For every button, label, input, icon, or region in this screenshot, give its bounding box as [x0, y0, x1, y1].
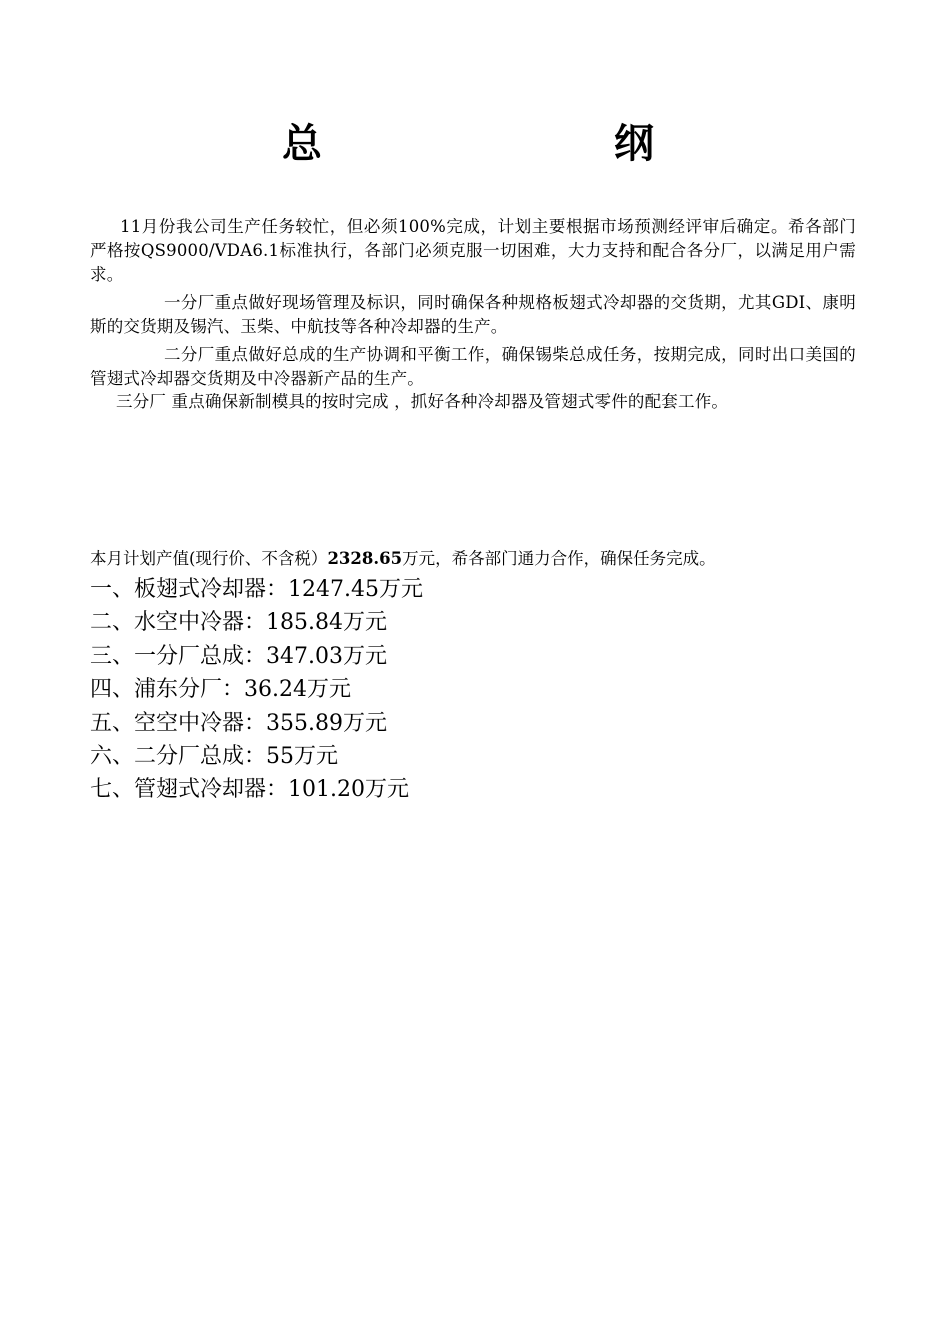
list-item: 三、一分厂总成：347.03万元 [90, 643, 387, 669]
monthly-plan-summary [90, 547, 890, 571]
list-item: 一、板翅式冷却器：1247.45万元 [90, 577, 423, 602]
title-char-1: 总 [282, 121, 322, 167]
list-item: 七、管翅式冷却器：101.20万元 [90, 777, 409, 803]
paragraph-factory-1: 一分厂重点做好现场管理及标识，同时确保各种规格板翅式冷却器的交货期，尤其GDI、康明斯的交货期及锡汽、玉柴、中航技等各种冷却器的生产。 [90, 293, 856, 336]
list-item: 二、水空中冷器：185.84万元 [90, 610, 387, 636]
list-item: 五、空空中冷器：355.89万元 [90, 710, 387, 736]
summary-suffix: 万元，希各部门通力合作，确保任务完成。 [402, 549, 716, 568]
paragraph-intro: 11月份我公司生产任务较忙，但必须100%完成，计划主要根据市场预测经评审后确定。希各部门严格按QS9000/VDA6.1标准执行，各部门必须克服一切困难，大力支持和配合各分厂，以满足用户需求。 [90, 217, 856, 284]
list-item: 六、二分厂总成：55万元 [90, 743, 338, 769]
summary-amount: 2328.65 [327, 549, 403, 568]
list-item: 四、浦东分厂：36.24万元 [90, 677, 351, 703]
paragraph-factory-3: 三分厂 重点确保新制模具的按时完成 ，抓好各种冷却器及管翅式零件的配套工作。 [116, 392, 729, 411]
summary-prefix: 本月计划产值(现行价、不含税） [90, 549, 328, 568]
document-title [0, 118, 950, 178]
title-char-2: 纲 [614, 121, 654, 167]
paragraph-factory-2: 二分厂重点做好总成的生产协调和平衡工作，确保锡柴总成任务，按期完成，同时出口美国的管翅式冷却器交货期及中冷器新产品的生产。 [90, 345, 856, 388]
output-value-list [90, 573, 790, 807]
